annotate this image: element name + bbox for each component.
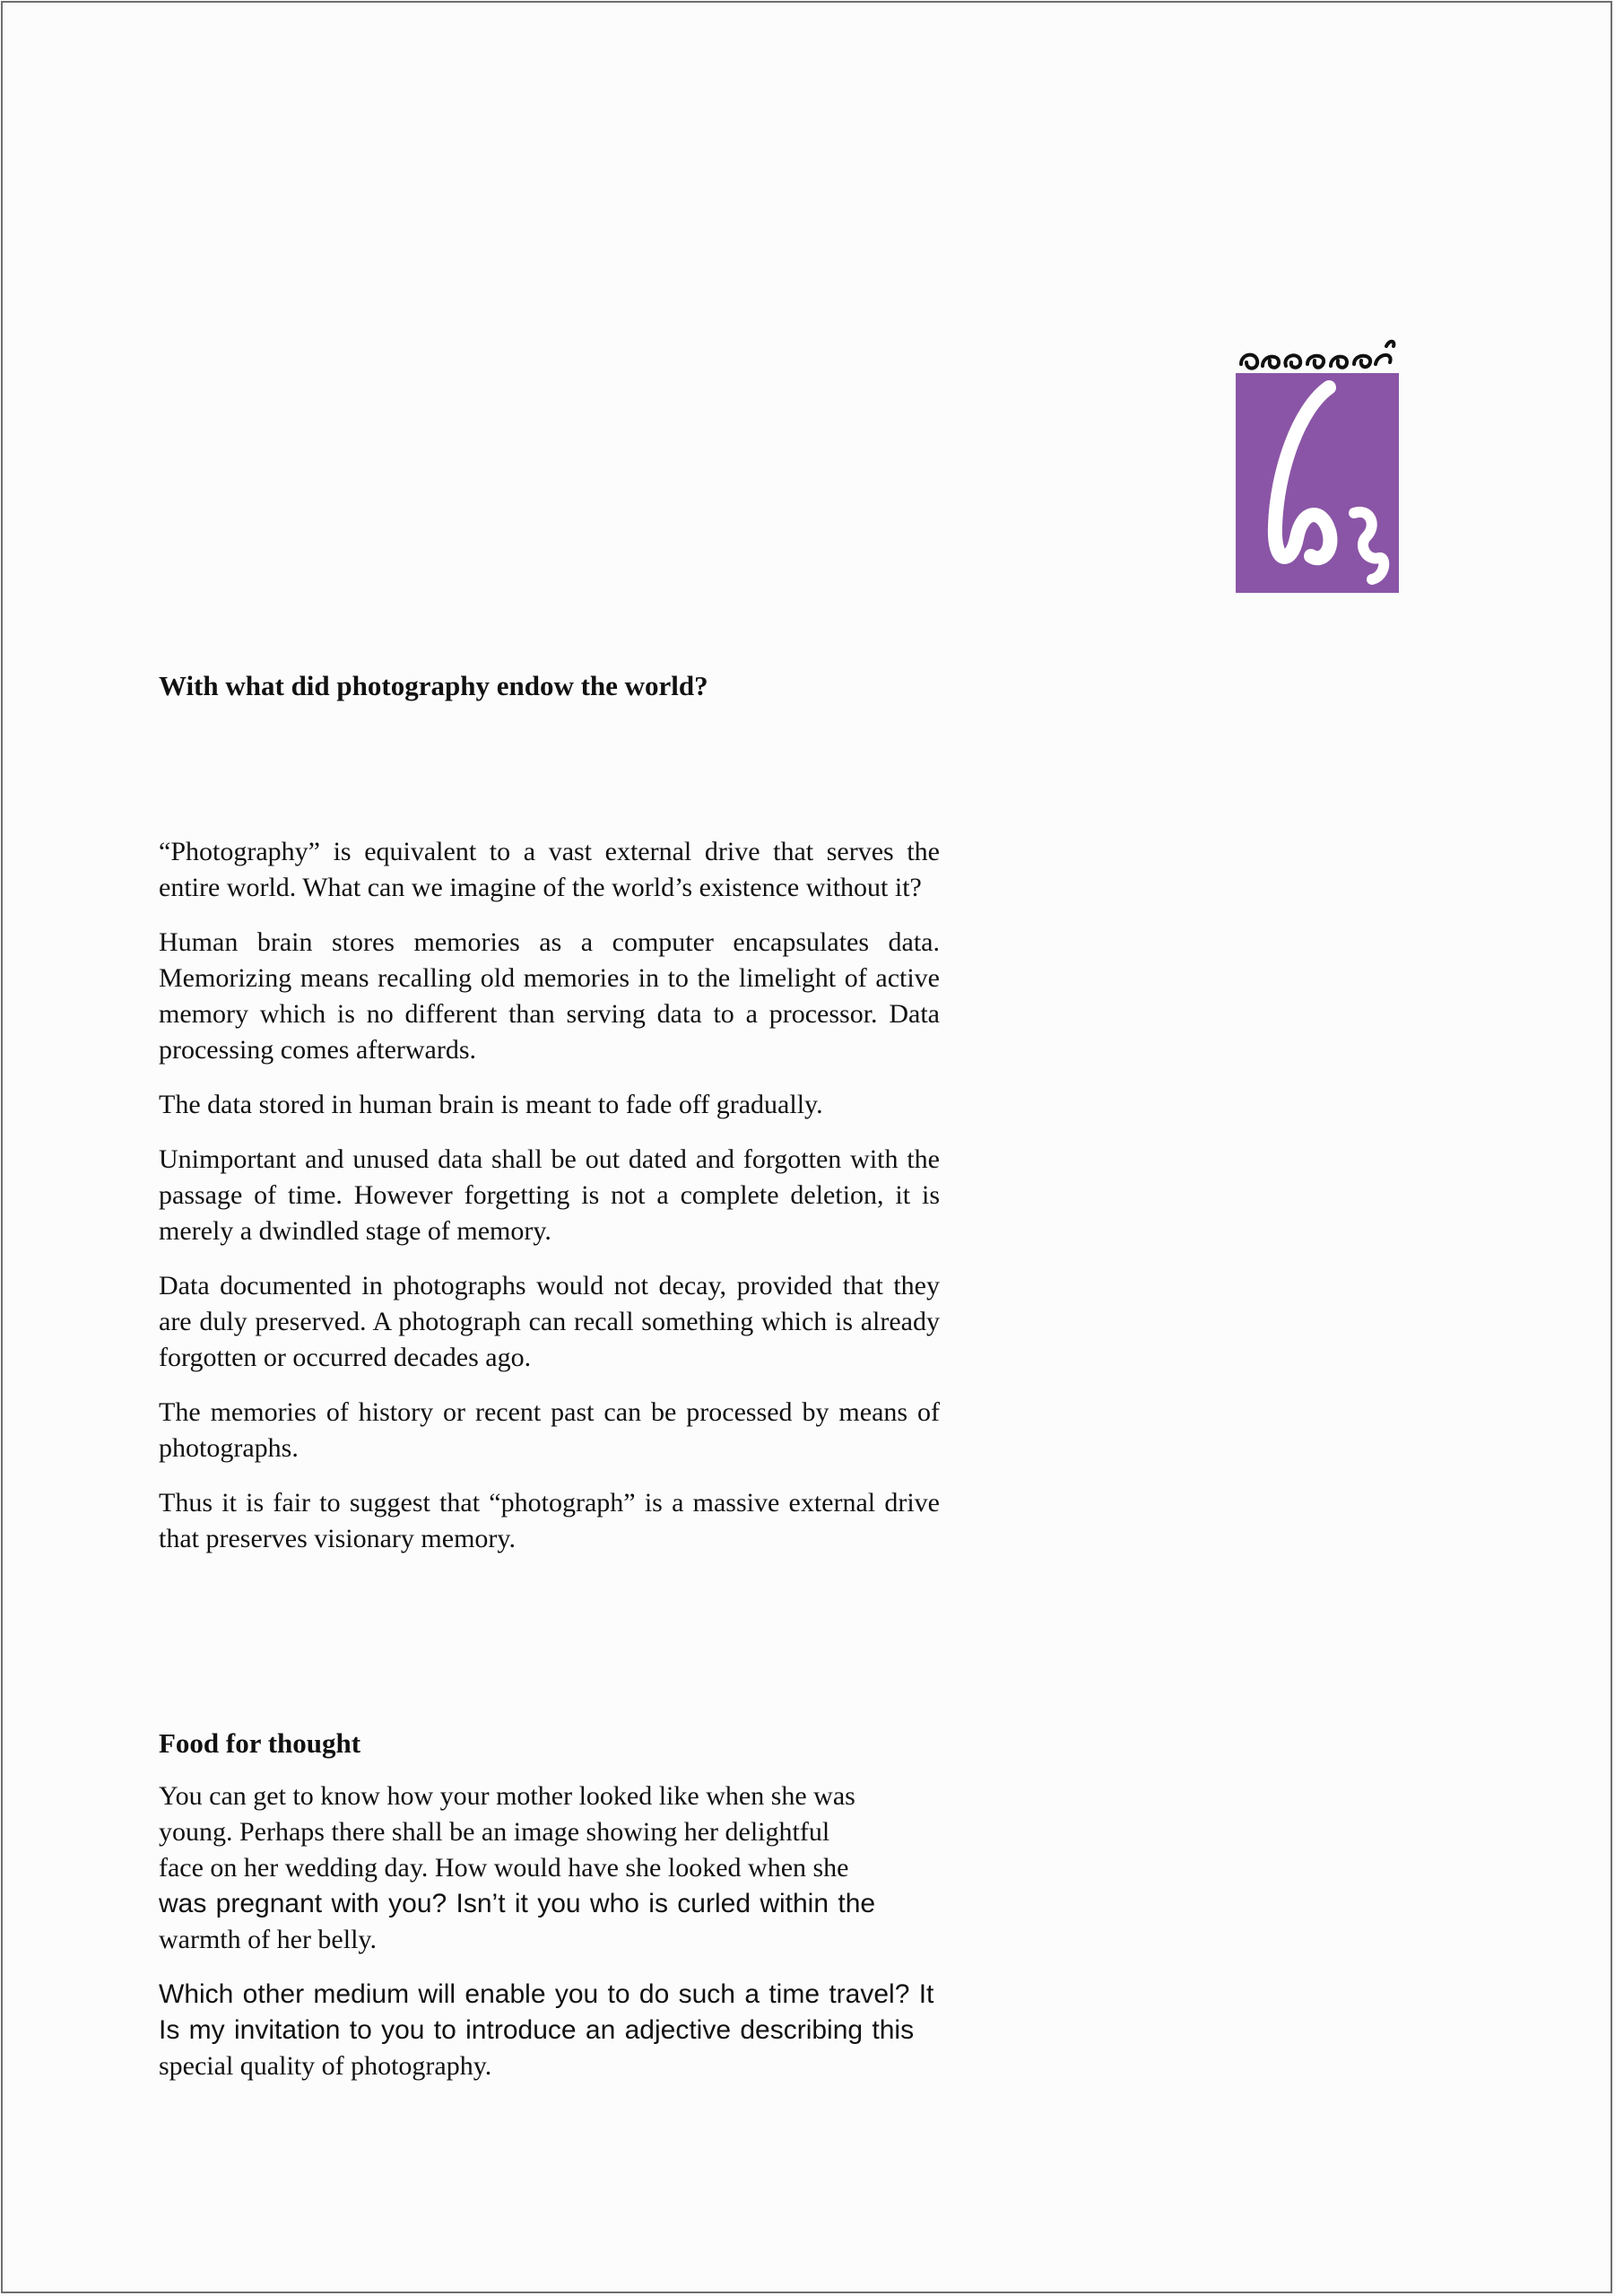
paragraph: The data stored in human brain is meant to fade off gradually. — [159, 1090, 823, 1119]
paragraph: Data documented in photographs would not decay, provided that they are duly preserved. A photograph can recall something which is already forgotten or occurred decades ago. — [159, 1271, 940, 1372]
text-line: special quality of photography. — [159, 2051, 492, 2081]
text-line: young. Perhaps there shall be an image showing her delightful — [159, 1817, 830, 1847]
heading-photography: With what did photography endow the world? — [159, 670, 708, 701]
logo — [1236, 334, 1399, 593]
text-line: You can get to know how your mother looked like when she was — [159, 1781, 855, 1811]
heading-food-for-thought: Food for thought — [159, 1727, 361, 1759]
text-line: warmth of her belly. — [159, 1925, 377, 1954]
text-line: was pregnant with you? Isn’t it you who is curled within the — [159, 1889, 876, 1918]
paragraph: Human brain stores memories as a computer encapsulates data. Memorizing means recalling old memories in to the limelight of active memory which is no different than serving data to a processor. Data processing comes afterwards. — [159, 927, 940, 1065]
text-line: Is my invitation to you to introduce an adjective describing this — [159, 2015, 915, 2045]
text-line: face on her wedding day. How would have she looked when she — [159, 1853, 849, 1883]
logo-wordmark — [1236, 334, 1399, 373]
section-photography — [159, 668, 940, 704]
logo-emblem-graphic — [1236, 373, 1399, 593]
paragraph: Thus it is fair to suggest that “photograph” is a massive external drive that preserves visionary memory. — [159, 1488, 940, 1553]
paragraph: “Photography” is equivalent to a vast external drive that serves the entire world. What can we imagine of the world’s existence without it? — [159, 837, 940, 902]
text-line: Which other medium will enable you to do such a time travel? It — [159, 1979, 934, 2009]
logo-emblem — [1236, 373, 1399, 593]
paragraph-mother — [159, 1779, 940, 1958]
paragraph: Unimportant and unused data shall be out dated and forgotten with the passage of time. However forgetting is not a complete deletion, it is merely a dwindled stage of memory. — [159, 1144, 940, 1246]
logo-wordmark-graphic — [1236, 334, 1399, 373]
paragraph: The memories of history or recent past can be processed by means of photographs. — [159, 1397, 940, 1463]
section-photography-body — [159, 834, 940, 1576]
paragraph-time-travel — [159, 1977, 1006, 2084]
section-food-for-thought — [159, 1726, 940, 2084]
